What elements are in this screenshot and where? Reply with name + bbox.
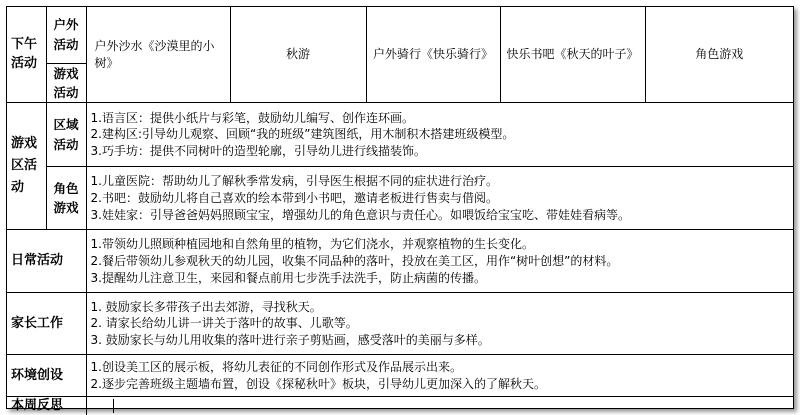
environment-item: 2.逐步完善班级主题墙布置，创设《探秘秋叶》板块，引导幼儿更加深入的了解秋天。 bbox=[90, 376, 546, 391]
parents-category: 家长工作 bbox=[11, 315, 64, 331]
daily-category: 日常活动 bbox=[11, 253, 64, 269]
afternoon-category: 下午活动 bbox=[11, 37, 38, 71]
game-activity-label: 游戏活动 bbox=[53, 65, 79, 100]
afternoon-activity-cell[interactable] bbox=[86, 7, 230, 103]
daily-category-cell bbox=[7, 230, 86, 293]
environment-item: 1.创设美工区的展示板，将幼儿表征的不同创作形式及作品展示出来。 bbox=[90, 359, 462, 374]
role-label-cell bbox=[46, 167, 86, 230]
parents-item: 2. 请家长给幼儿讲一讲关于落叶的故事、儿歌等。 bbox=[90, 316, 358, 331]
afternoon-activity-cell[interactable] bbox=[645, 7, 793, 103]
game-area-category: 游戏区活动 bbox=[11, 136, 38, 196]
role-item: 3.娃娃家：引导爸爸妈妈照顾宝宝，增强幼儿的角色意识与责任心。如喂饭给宝宝吃、带娃娃看病等。 bbox=[90, 207, 630, 222]
zone-activity-content[interactable] bbox=[86, 103, 793, 167]
afternoon-activity-cell[interactable] bbox=[230, 7, 366, 103]
zone-activity-label: 区域活动 bbox=[53, 117, 79, 152]
environment-category-cell bbox=[7, 355, 86, 397]
text-cursor bbox=[113, 399, 114, 413]
zone-item: 2.建构区:引导幼儿观察、回顾“我的班级”建筑图纸，用木制积木搭建班级模型。 bbox=[90, 127, 515, 142]
weekly-plan-sheet bbox=[6, 6, 794, 414]
zone-label-cell bbox=[46, 103, 86, 167]
game-area-category-cell bbox=[7, 103, 46, 230]
daily-item: 2.餐后带领幼儿参观秋天的幼儿园，收集不同品种的落叶，投放在美工区，用作“树叶创想”的材料。 bbox=[90, 253, 619, 268]
environment-category: 环境创设 bbox=[11, 367, 64, 383]
role-play-label: 角色游戏 bbox=[53, 180, 79, 216]
afternoon-activity-cell[interactable] bbox=[366, 7, 500, 103]
daily-item: 1.带领幼儿照顾种植园地和自然角里的植物，为它们浇水，并观察植物的生长变化。 bbox=[90, 237, 534, 252]
environment-content[interactable] bbox=[86, 355, 793, 397]
role-play-content[interactable] bbox=[86, 167, 793, 230]
game-label-cell bbox=[46, 63, 86, 103]
afternoon-activity-1: 户外沙水《沙漠里的小树》 bbox=[94, 38, 215, 70]
afternoon-activity-2: 秋游 bbox=[285, 47, 310, 62]
daily-item: 3.提醒幼儿注意卫生，来园和餐点前用七步洗手法洗手，防止病菌的传播。 bbox=[90, 270, 486, 285]
outdoor-activity-label: 户外活动 bbox=[53, 17, 79, 52]
reflection-category-cell bbox=[7, 397, 86, 415]
parents-item: 1. 鼓励家长多带孩子出去郊游，寻找秋天。 bbox=[90, 299, 322, 314]
outdoor-label-cell bbox=[46, 7, 86, 63]
afternoon-activity-5: 角色游戏 bbox=[695, 47, 744, 62]
reflection-input[interactable] bbox=[86, 397, 793, 415]
parents-category-cell bbox=[7, 293, 86, 355]
afternoon-activity-3: 户外骑行《快乐骑行》 bbox=[372, 47, 493, 62]
role-item: 2.书吧：鼓励幼儿将自己喜欢的绘本带到小书吧，邀请老板进行售卖与借阅。 bbox=[90, 190, 498, 205]
afternoon-activity-cell[interactable] bbox=[500, 7, 645, 103]
role-item: 1.儿童医院：帮助幼儿了解秋季常发病，引导医生根据不同的症状进行治疗。 bbox=[90, 174, 498, 189]
zone-item: 1.语言区：提供小纸片与彩笔，鼓励幼儿编写、创作连环画。 bbox=[90, 110, 414, 125]
parents-work-content[interactable] bbox=[86, 293, 793, 355]
afternoon-activity-4: 快乐书吧《秋天的叶子》 bbox=[506, 47, 639, 62]
zone-item: 3.巧手坊：提供不同树叶的造型轮廓，引导幼儿进行线描装饰。 bbox=[90, 144, 426, 159]
reflection-category: 本周反思 bbox=[11, 398, 64, 414]
parents-item: 3. 鼓励家长与幼儿用收集的落叶进行亲子剪贴画，感受落叶的美丽与多样。 bbox=[90, 333, 490, 348]
weekly-plan-table bbox=[7, 7, 793, 415]
afternoon-category-cell bbox=[7, 7, 46, 103]
daily-activity-content[interactable] bbox=[86, 230, 793, 293]
